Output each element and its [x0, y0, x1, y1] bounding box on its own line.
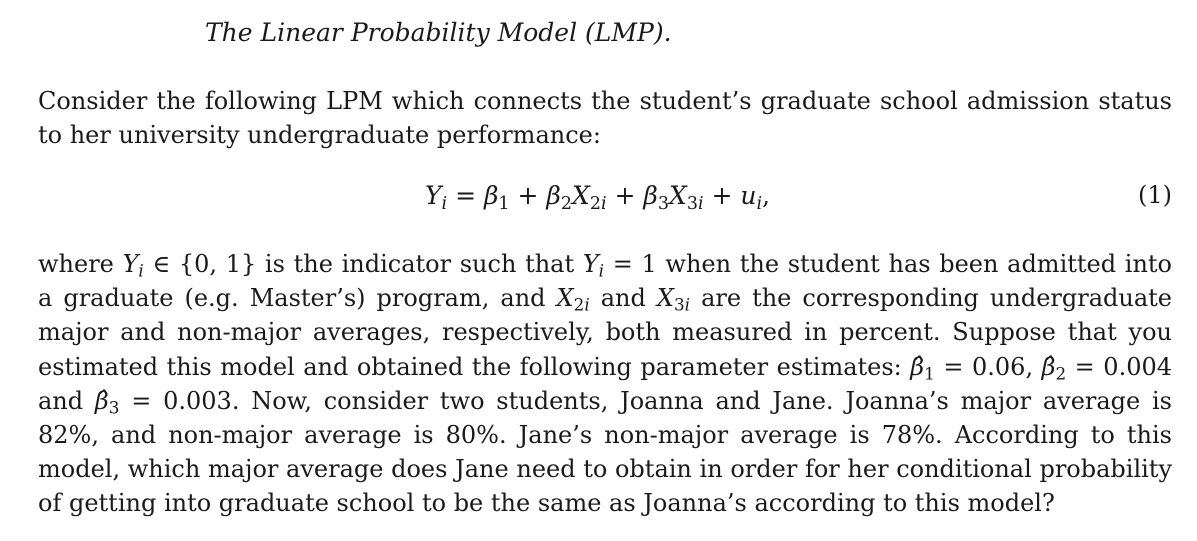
question-paragraph: [38, 247, 1172, 521]
lpm-equation: [425, 181, 771, 214]
lpm-equation-render: $Y_i = \beta_1 + \beta_2X_{2i} + \beta_3X_{3i} + u_i$,: [425, 181, 771, 214]
question-text: where $Y_i$ ∈ {0, 1} is the indicator such that $Y_i = 1$ when the student has been admitted into a graduate (e.g. Master’s) program, and $X_{2i}$ and $X_{3i}$ are the corresponding undergraduate major and non-major averages, respectively, both measured in percent. Suppose that you estimated this model and obtained the following parameter estimates: $\betâ_1 = 0.06$, $\betâ_2 = 0.004$ and $\betâ_3 = 0.003$. Now, consider two students, Joanna and Jane. Joanna’s major average is 82%, and non-major average is 80%. Jane’s non-major average is 78%. According to this model, which major average does Jane need to obtain in order for her conditional probability of getting into graduate school to be the same as Joanna’s according to this model?: [38, 250, 1173, 518]
section-title: The Linear Probability Model (LMP).: [205, 18, 672, 47]
intro-paragraph: Consider the following LPM which connects the student’s graduate school admission status to her university undergraduate performance:: [38, 87, 1172, 150]
equation-number: (1): [1138, 181, 1172, 209]
equation-row: [38, 181, 1172, 217]
